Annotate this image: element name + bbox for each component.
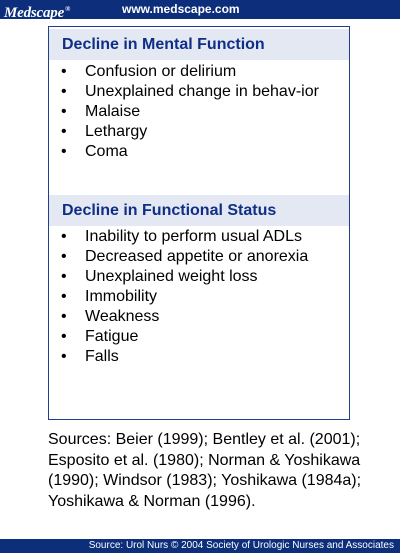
list-item — [49, 227, 349, 247]
list-item — [49, 247, 349, 267]
top-banner — [0, 0, 400, 19]
list-item — [49, 82, 349, 102]
bullet-icon: • — [61, 123, 67, 140]
bullet-icon: • — [61, 288, 67, 305]
list-item — [49, 327, 349, 347]
bullet-icon: • — [61, 348, 67, 365]
list-item-text: Fatigue — [85, 328, 139, 345]
bullet-icon: • — [61, 63, 67, 80]
bullet-icon: • — [61, 83, 67, 100]
footer-banner — [0, 539, 400, 553]
functional-status-list — [49, 227, 349, 367]
mental-function-list — [49, 62, 349, 162]
bullet-icon: • — [61, 308, 67, 325]
list-item-text: Coma — [85, 143, 128, 160]
section-title-functional-status: Decline in Functional Status — [49, 195, 349, 226]
list-item-text: Weakness — [85, 308, 160, 325]
list-item — [49, 142, 349, 162]
list-item — [49, 102, 349, 122]
list-item — [49, 267, 349, 287]
list-item-text: Malaise — [85, 103, 141, 120]
list-item-text: Confusion or delirium — [85, 63, 237, 80]
logo-text: Medscape — [4, 5, 65, 21]
bullet-icon: • — [61, 103, 67, 120]
bullet-icon: • — [61, 228, 67, 245]
list-item — [49, 307, 349, 327]
bullet-icon: • — [61, 268, 67, 285]
list-item — [49, 287, 349, 307]
list-item — [49, 122, 349, 142]
bullet-icon: • — [61, 248, 67, 265]
sources-citation: Sources: Beier (1999); Bentley et al. (2001); Esposito et al. (1980); Norman & Yoshikawa (1990); Windsor (1983); Yoshikawa (1984a); Yoshikawa & Norman (1996). — [48, 431, 362, 510]
list-item — [49, 347, 349, 367]
list-item-text: Decreased appetite or anorexia — [85, 248, 309, 265]
site-url-link[interactable]: www.medscape.com — [122, 2, 240, 16]
list-item-text: Inability to perform usual ADLs — [85, 228, 302, 245]
list-item-text: Unexplained change in behav-ior — [85, 83, 319, 100]
registered-mark: ® — [65, 5, 71, 13]
footer-source-text: Source: Urol Nurs © 2004 Society of Urologic Nurses and Associates — [88, 540, 394, 551]
list-item-text: Lethargy — [85, 123, 148, 140]
bullet-icon: • — [61, 328, 67, 345]
bullet-icon: • — [61, 143, 67, 160]
list-item-text: Falls — [85, 348, 119, 365]
section-title-mental-function: Decline in Mental Function — [49, 29, 349, 60]
list-item — [49, 62, 349, 82]
list-item-text: Unexplained weight loss — [85, 268, 258, 285]
content-card — [48, 26, 350, 420]
medscape-logo[interactable] — [4, 0, 70, 22]
list-item-text: Immobility — [85, 288, 158, 305]
